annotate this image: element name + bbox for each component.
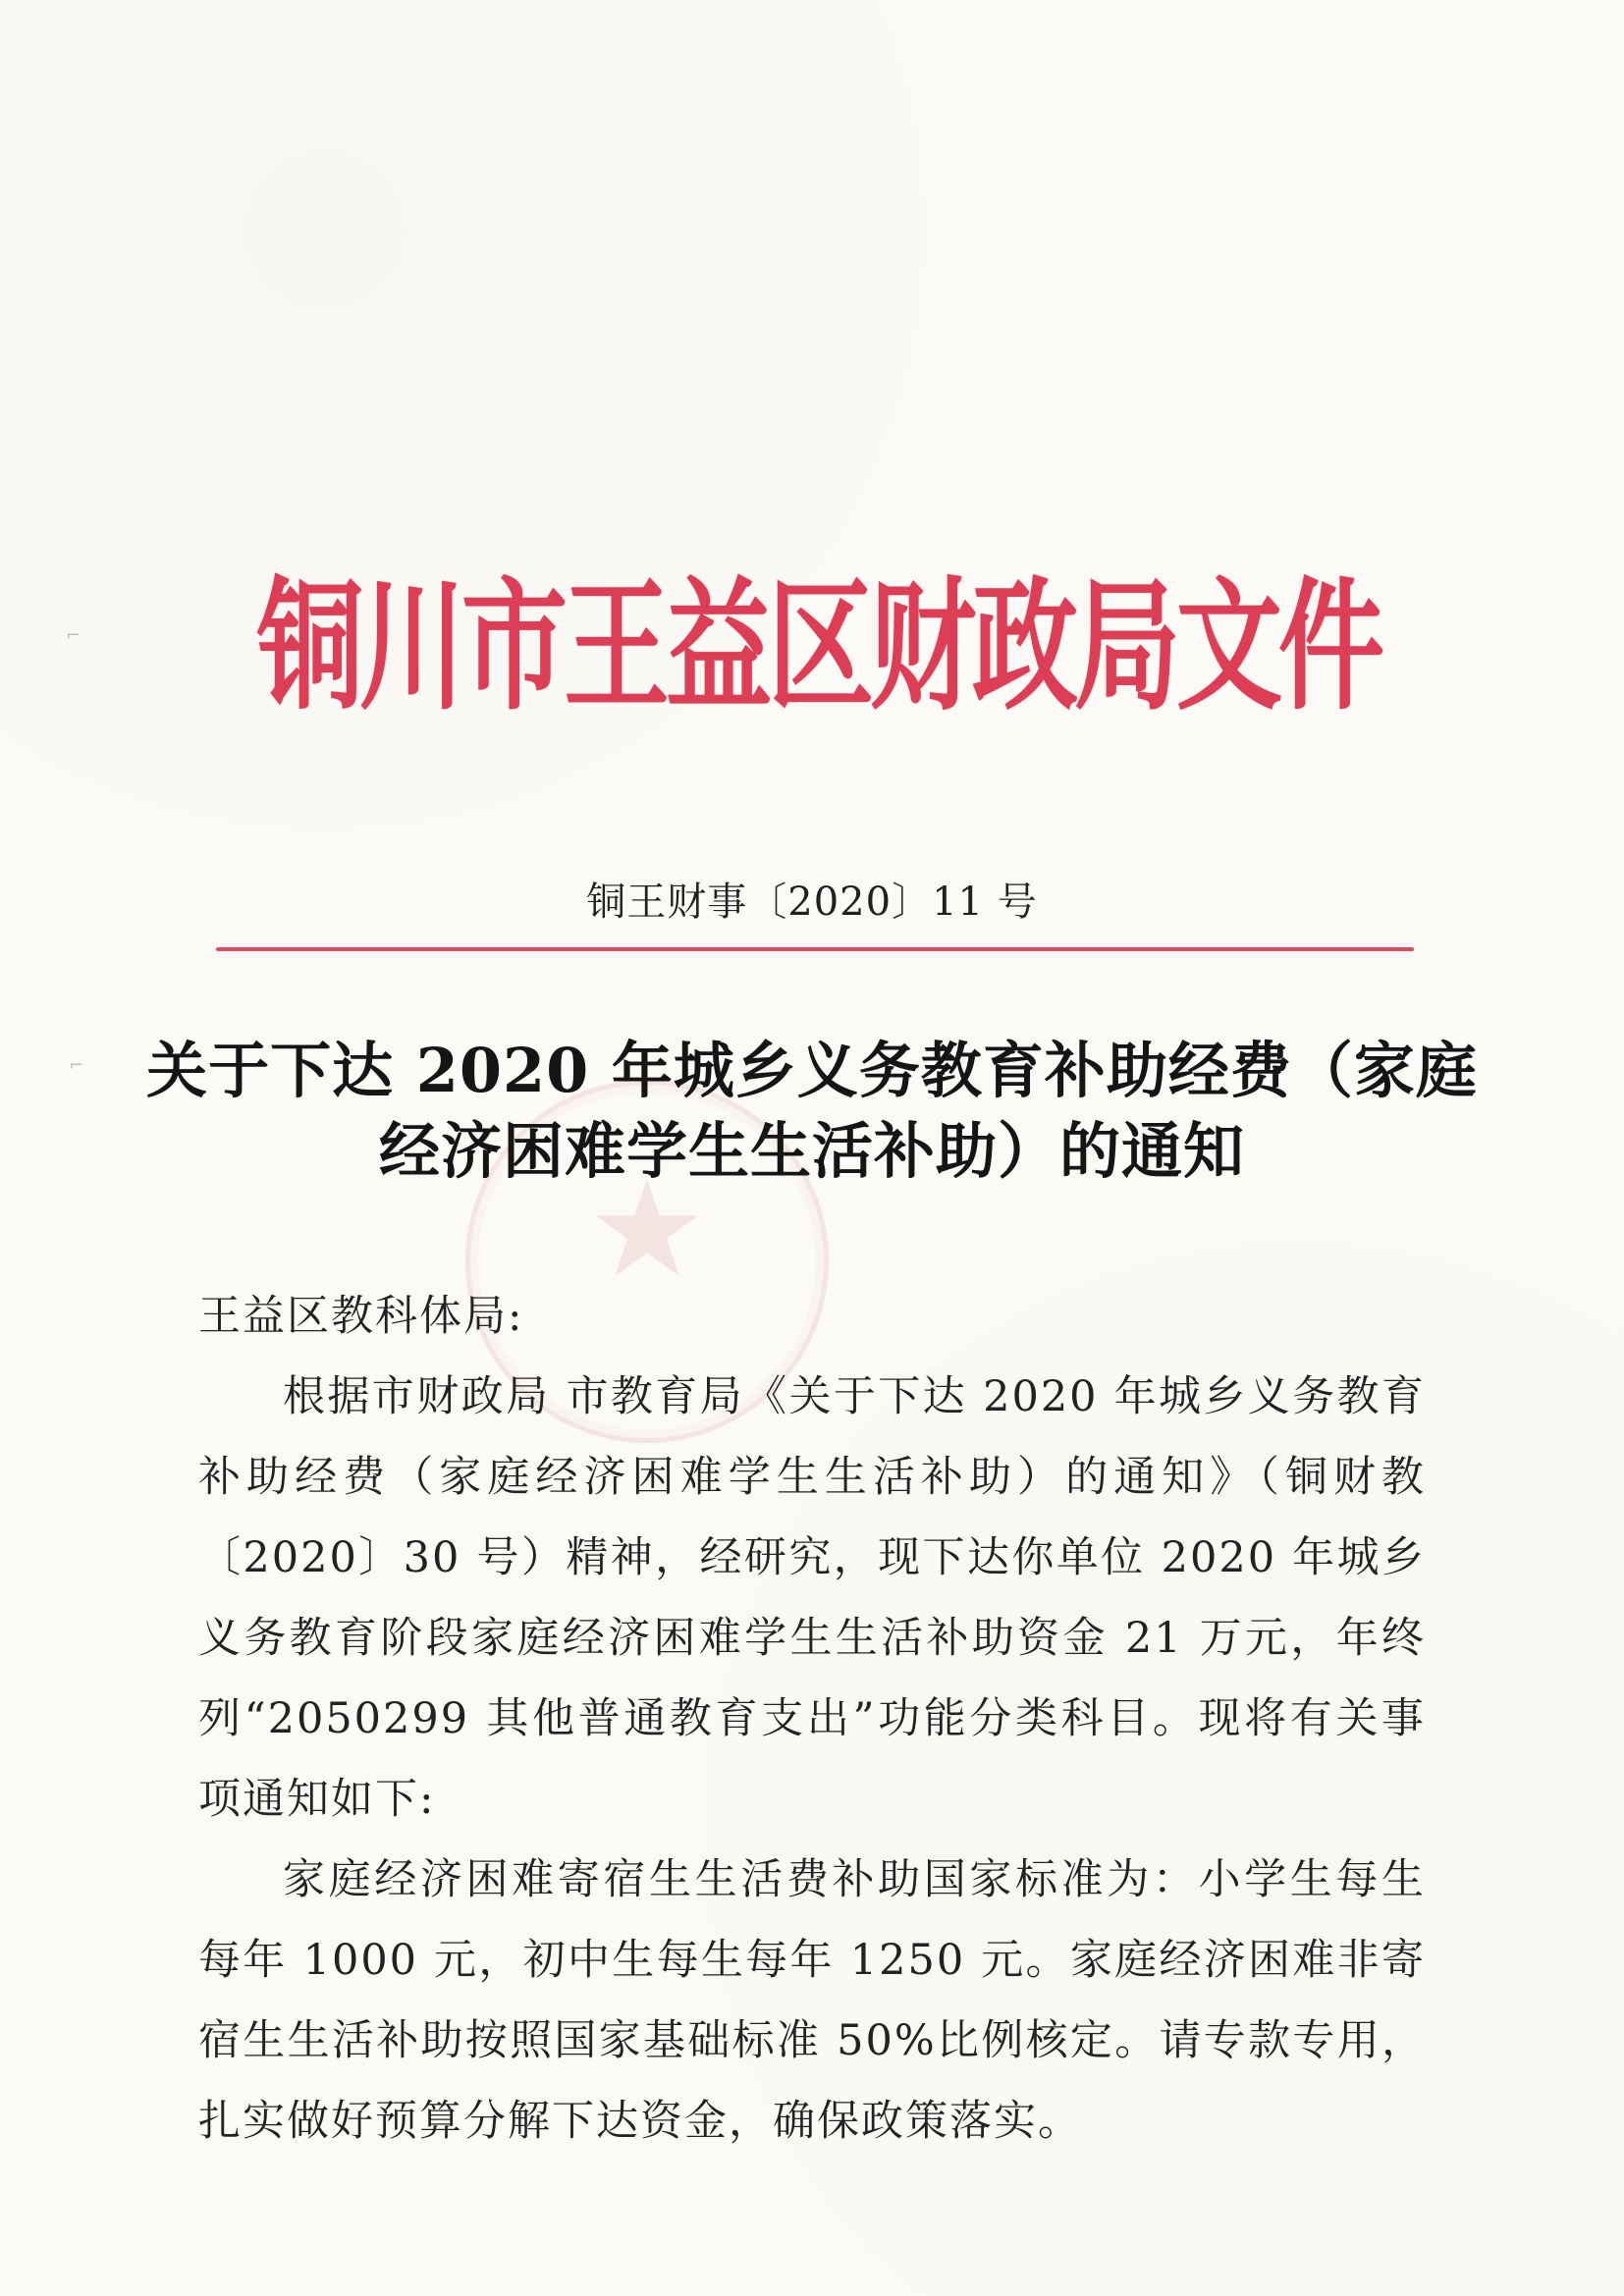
notice-title-line: 经济困难学生生活补助）的通知 [378,1115,1245,1187]
notice-title [0,1031,1624,1192]
issuing-authority-header: 铜川市王益区财政局文件 [257,565,1381,730]
red-divider-line [216,947,1414,951]
notice-title-line: 关于下达 2020 年城乡义务教育补助经费（家庭 [146,1035,1478,1106]
document-number: 铜王财事〔2020〕11 号 [586,880,1038,925]
notice-body [198,1276,1426,2162]
body-paragraph: 家庭经济困难寄宿生生活费补助国家标准为：小学生每生每年 1000 元，初中生每生每年 1250 元。家庭经济困难非寄宿生生活补助按照国家基础标准 50%比例核定。请专款专用，扎实做好预算分解下达资金，确保政策落实。 [198,1855,1426,2146]
scan-mark: ⌐ [66,625,81,646]
seal-star-icon: ★ [587,1152,707,1308]
scan-mark: ⌐ [69,1055,84,1076]
body-paragraph: 根据市财政局 市教育局《关于下达 2020 年城乡义务教育补助经费（家庭经济困难学生生活补助）的通知》（铜财教〔2020〕30 号）精神，经研究，现下达你单位 2020 年城乡义务教育阶段家庭经济困难学生生活补助资金 21 万元，年终列“2050299 其他普通教育支出”功能分类科目。现将有关事项通知如下: [198,1372,1426,1824]
recipient-line: 王益区教科体局: [198,1292,524,1341]
